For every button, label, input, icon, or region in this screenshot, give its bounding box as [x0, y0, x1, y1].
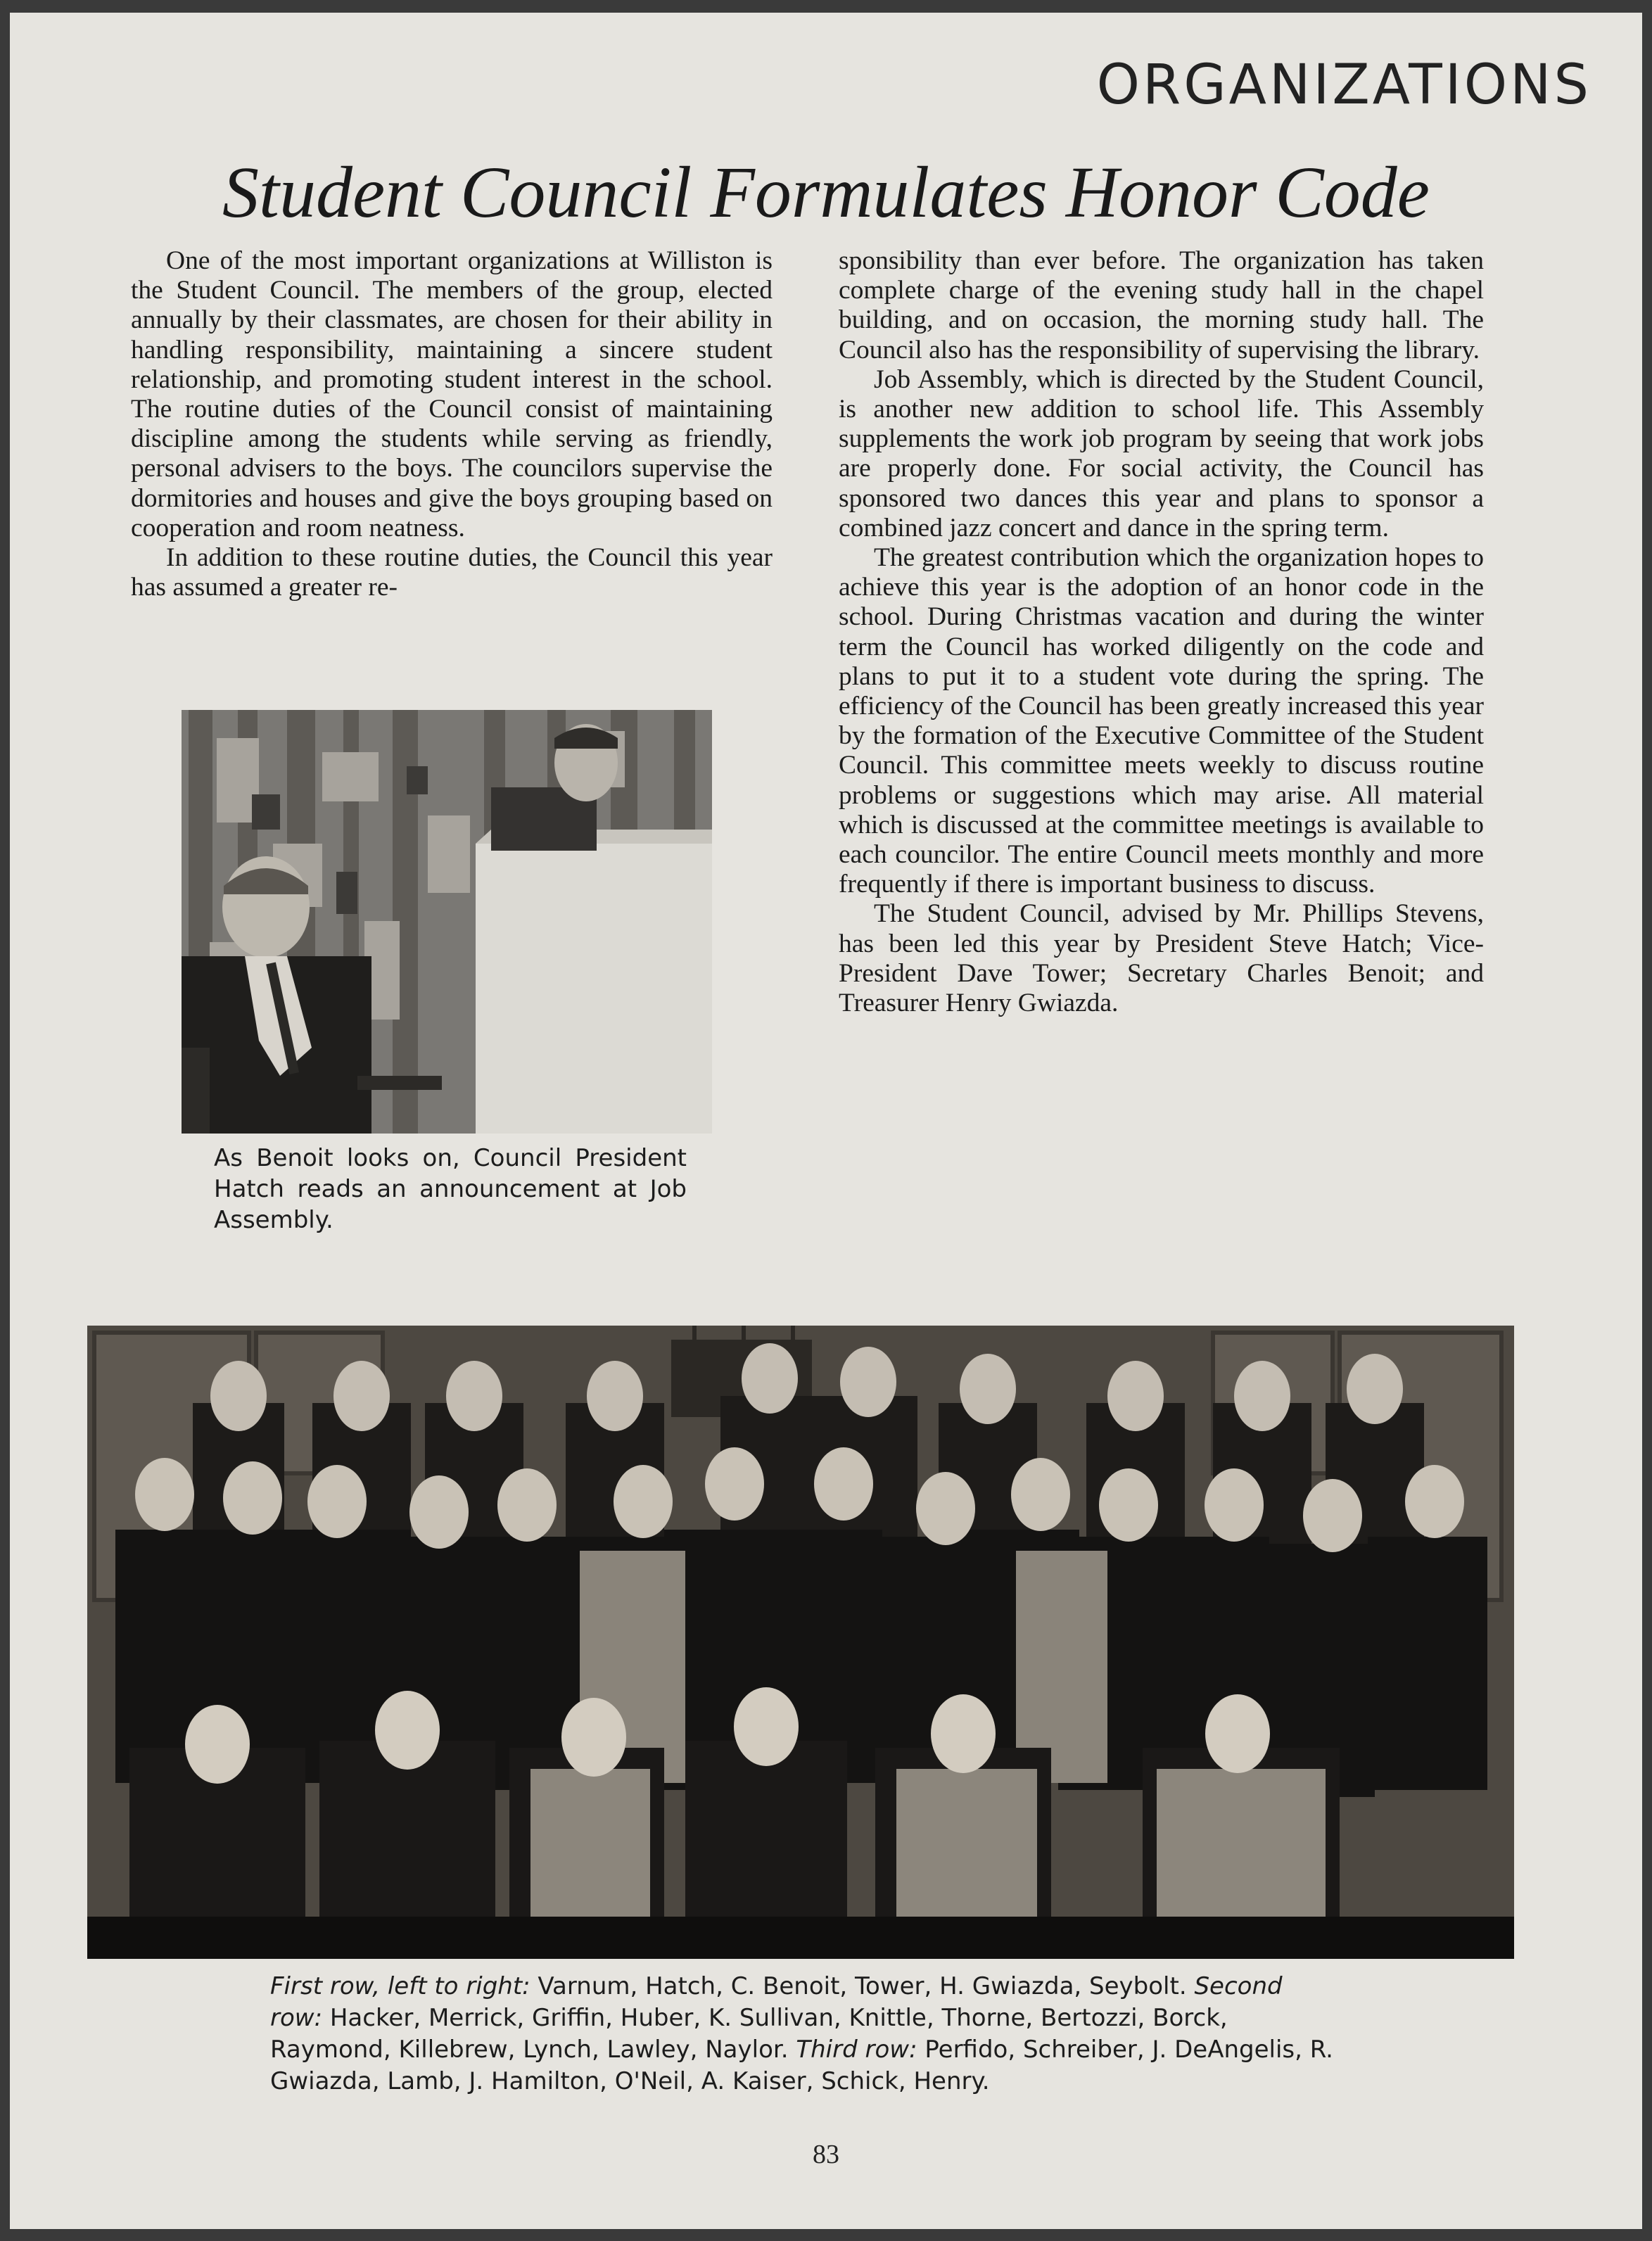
- group-photo-caption: [270, 1971, 1340, 2097]
- page-number: 83: [813, 2140, 839, 2169]
- paragraph: In addition to these routine duties, the Council this year has assumed a greater re-: [131, 543, 773, 602]
- section-label: ORGANIZATIONS: [1096, 53, 1591, 117]
- photo1-caption: As Benoit looks on, Council President Hatch reads an announcement at Job Assembly.: [214, 1144, 687, 1234]
- job-assembly-photo: [182, 710, 712, 1134]
- caption-row-names: Hacker, Merrick, Griffin, Huber, K. Sullivan, Knittle, Thorne, Bertozzi, Borck, Raymond, Killebrew, Lynch, Lawley, Naylor.: [270, 2004, 1228, 2064]
- paragraph: sponsibility than ever before. The organization has taken complete charge of the evening study hall in the chapel building, and on occasion, the morning study hall. The Council also has the responsibility of supervising the library.: [839, 246, 1484, 364]
- article-headline: Student Council Formulates Honor Code: [222, 152, 1430, 233]
- paragraph: Job Assembly, which is directed by the Student Council, is another new addition to school life. This Assembly supplements the work job program by seeing that work jobs are properly done. For social activity, the Council has sponsored two dances this year and plans to sponsor a combined jazz concert and dance in the spring term.: [839, 364, 1484, 542]
- left-column: [131, 246, 773, 602]
- paragraph: One of the most important organizations at Williston is the Student Council. The members of the group, elected annually by their classmates, are chosen for their ability in handling responsibility, maintaining a sincere student relationship, and promoting student interest in the school. The routine duties of the Council consist of maintaining discipline among the students while serving as friendly, personal advisers to the boys. The councilors supervise the dormitories and houses and give the boys grouping based on cooperation and room neatness.: [131, 246, 773, 542]
- caption-row-label: Third row:: [796, 2036, 917, 2064]
- caption-row-names: Varnum, Hatch, C. Benoit, Tower, H. Gwiazda, Seybolt.: [530, 1972, 1195, 2000]
- caption-row-label: First row, left to right:: [270, 1972, 530, 2000]
- paragraph: The Student Council, advised by Mr. Phillips Stevens, has been led this year by President Steve Hatch; Vice-President Dave Tower; Secretary Charles Benoit; and Treasurer Henry Gwiazda.: [839, 899, 1484, 1018]
- caption-row-label: Second row:: [270, 1972, 1283, 2032]
- right-column: [839, 246, 1484, 1018]
- paragraph: The greatest contribution which the organization hopes to achieve this year is the adoption of an honor code in the school. During Christmas vacation and during the winter term the Council has worked diligently on the code and plans to put it to a student vote during the spring. The efficiency of the Council has been greatly increased this year by the formation of the Executive Committee of the Student Council. This committee meets weekly to discuss routine problems or suggestions which may arise. All material which is discussed at the committee meetings is available to each councilor. The entire Council meets monthly and more frequently if there is important business to discuss.: [839, 543, 1484, 899]
- caption-row-names: Perfido, Schreiber, J. DeAngelis, R. Gwiazda, Lamb, J. Hamilton, O'Neil, A. Kaiser, Schick, Henry.: [270, 2036, 1333, 2095]
- yearbook-page: [10, 13, 1642, 2229]
- student-council-group-photo: [87, 1326, 1514, 1959]
